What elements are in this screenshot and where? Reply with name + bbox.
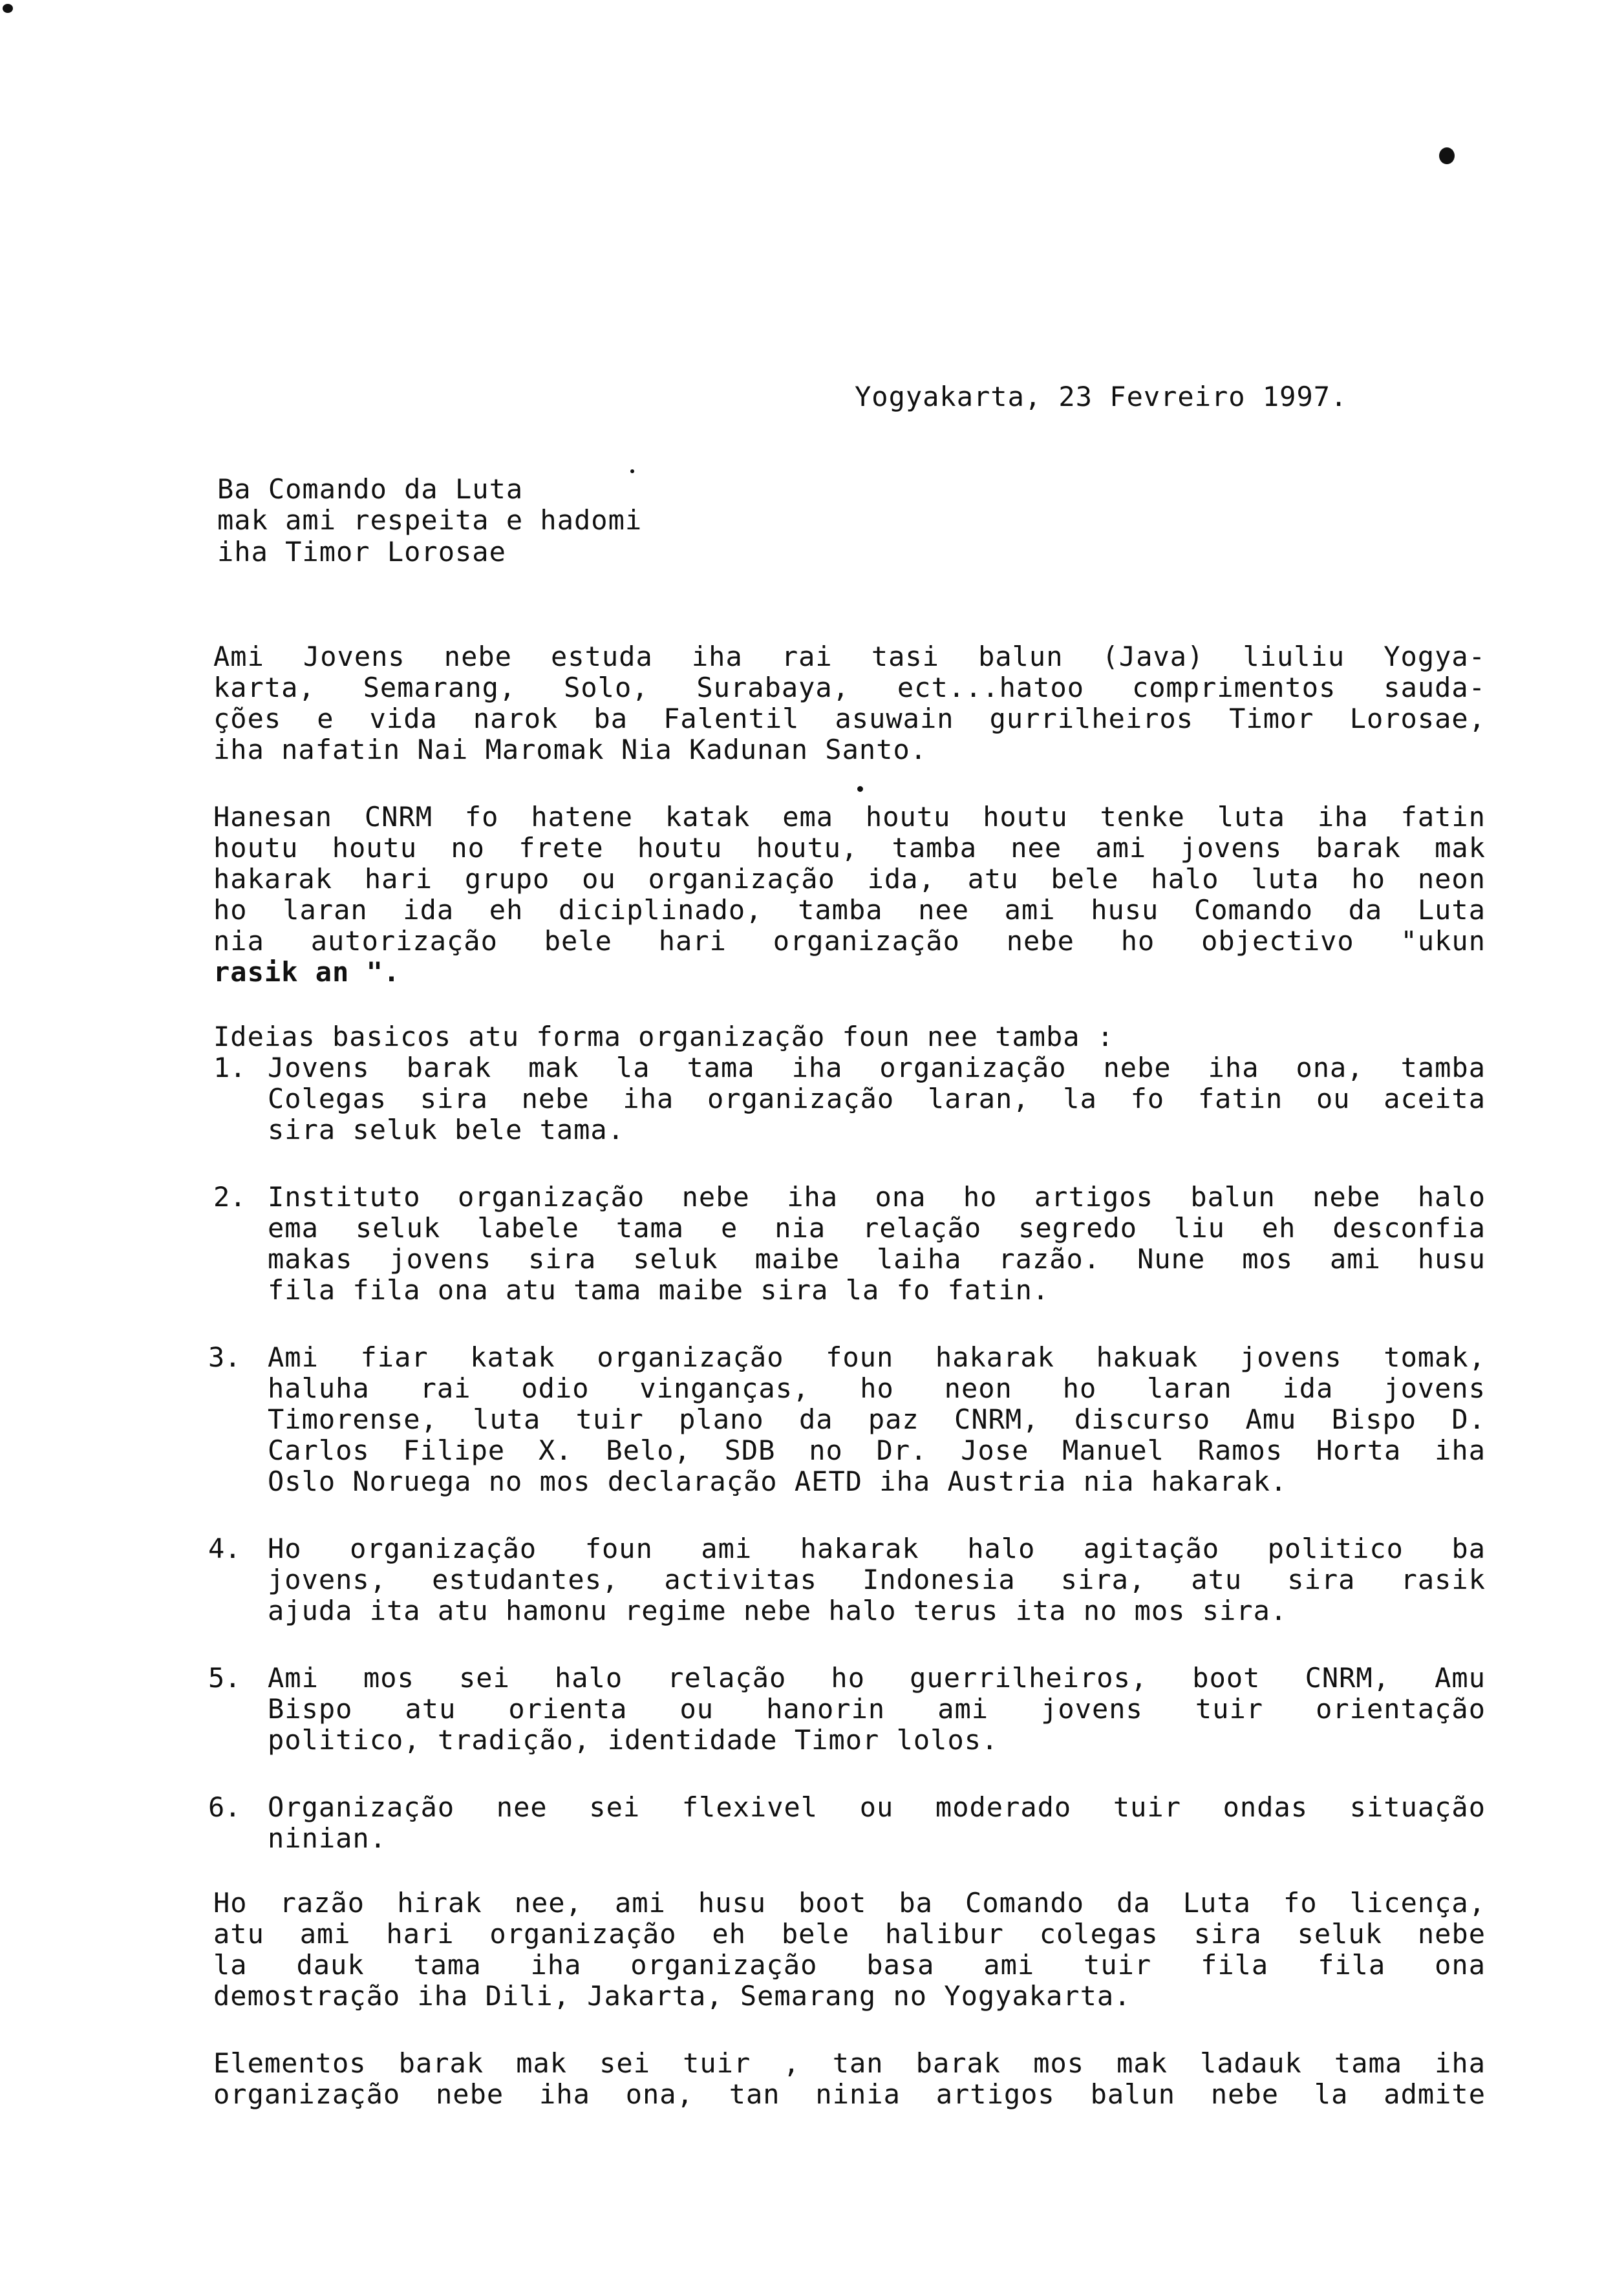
list-item-line: Jovens barak mak la tama iha organização nebe iha ona, tamba bbox=[268, 1052, 1486, 1083]
item-number: 6. bbox=[208, 1791, 241, 1823]
list-item-line: fila fila ona atu tama maibe sira la fo fatin. bbox=[268, 1274, 1050, 1306]
paragraph-line: atu ami hari organização eh bele halibur colegas sira seluk nebe bbox=[213, 1918, 1486, 1950]
ink-blot bbox=[1439, 147, 1455, 164]
paragraph-line: nia autorização bele hari organização nebe ho objectivo "ukun bbox=[213, 925, 1486, 957]
list-item-line: Bispo atu orienta ou hanorin ami jovens tuir orientação bbox=[268, 1693, 1486, 1725]
list-item-line: ninian. bbox=[268, 1822, 387, 1854]
list-item-line: ema seluk labele tama e nia relação segredo liu eh desconfia bbox=[268, 1212, 1486, 1244]
paragraph-line: iha nafatin Nai Maromak Nia Kadunan Santo. bbox=[213, 734, 928, 765]
paragraph-line: organização nebe iha ona, tan ninia artigos balun nebe la admite bbox=[213, 2078, 1486, 2110]
list-item-line: Organização nee sei flexivel ou moderado tuir ondas situação bbox=[268, 1791, 1486, 1823]
list-item-line: haluha rai odio vinganças, ho neon ho laran ida jovens bbox=[268, 1372, 1486, 1404]
item-number: 1. bbox=[213, 1052, 246, 1083]
ink-dot bbox=[630, 469, 634, 473]
address-line: Ba Comando da Luta bbox=[217, 473, 524, 505]
list-item-line: Colegas sira nebe iha organização laran, la fo fatin ou aceita bbox=[268, 1083, 1486, 1114]
list-item-line: ajuda ita atu hamonu regime nebe halo terus ita no mos sira. bbox=[268, 1595, 1288, 1626]
paragraph-line: hakarak hari grupo ou organização ida, atu bele halo luta ho neon bbox=[213, 863, 1486, 895]
paragraph-line: Hanesan CNRM fo hatene katak ema houtu houtu tenke luta iha fatin bbox=[213, 801, 1486, 833]
list-item-line: Ho organização foun ami hakarak halo agitação politico ba bbox=[268, 1533, 1486, 1564]
list-item-line: Ami fiar katak organização foun hakarak hakuak jovens tomak, bbox=[268, 1341, 1486, 1373]
paragraph-line: la dauk tama iha organização basa ami tuir fila fila ona bbox=[213, 1949, 1486, 1981]
list-item-line: Carlos Filipe X. Belo, SDB no Dr. Jose Manuel Ramos Horta iha bbox=[268, 1434, 1486, 1466]
address-line: mak ami respeita e hadomi bbox=[217, 504, 643, 536]
list-item-line: makas jovens sira seluk maibe laiha razão. Nune mos ami husu bbox=[268, 1243, 1486, 1275]
address-line: iha Timor Lorosae bbox=[217, 536, 506, 568]
paragraph-line: ho laran ida eh diciplinado, tamba nee ami husu Comando da Luta bbox=[213, 894, 1486, 926]
list-item-line: Instituto organização nebe iha ona ho artigos balun nebe halo bbox=[268, 1181, 1486, 1213]
paragraph-line: Ami Jovens nebe estuda iha rai tasi balun (Java) liuliu Yogya- bbox=[213, 641, 1486, 672]
paragraph-line: karta, Semarang, Solo, Surabaya, ect...hatoo comprimentos sauda- bbox=[213, 672, 1486, 703]
list-item-line: Ami mos sei halo relação ho guerrilheiros, boot CNRM, Amu bbox=[268, 1662, 1486, 1694]
item-number: 2. bbox=[213, 1181, 246, 1213]
list-item-line: politico, tradição, identidade Timor lolos. bbox=[268, 1724, 999, 1756]
list-item-line: jovens, estudantes, activitas Indonesia sira, atu sira rasik bbox=[268, 1564, 1486, 1595]
paragraph-line: Elementos barak mak sei tuir , tan barak mos mak ladauk tama iha bbox=[213, 2047, 1486, 2079]
ink-blot bbox=[3, 4, 13, 13]
item-number: 4. bbox=[208, 1533, 241, 1564]
paragraph-line: Ho razão hirak nee, ami husu boot ba Comando da Luta fo licença, bbox=[213, 1887, 1486, 1919]
ideas-intro: Ideias basicos atu forma organização foun nee tamba : bbox=[213, 1021, 1115, 1052]
letter-date: Yogyakarta, 23 Fevreiro 1997. bbox=[855, 381, 1348, 412]
list-item-line: Oslo Noruega no mos declaração AETD iha Austria nia hakarak. bbox=[268, 1465, 1288, 1497]
list-item-line: sira seluk bele tama. bbox=[268, 1114, 625, 1145]
paragraph-line: rasik an ". bbox=[213, 956, 401, 988]
paragraph-line: ções e vida narok ba Falentil asuwain gurrilheiros Timor Lorosae, bbox=[213, 703, 1486, 734]
ink-dot bbox=[857, 786, 863, 792]
item-number: 5. bbox=[208, 1662, 241, 1694]
item-number: 3. bbox=[208, 1341, 241, 1373]
list-item-line: Timorense, luta tuir plano da paz CNRM, discurso Amu Bispo D. bbox=[268, 1403, 1486, 1435]
paragraph-line: houtu houtu no frete houtu houtu, tamba nee ami jovens barak mak bbox=[213, 832, 1486, 864]
paragraph-line: demostração iha Dili, Jakarta, Semarang no Yogyakarta. bbox=[213, 1980, 1131, 2012]
